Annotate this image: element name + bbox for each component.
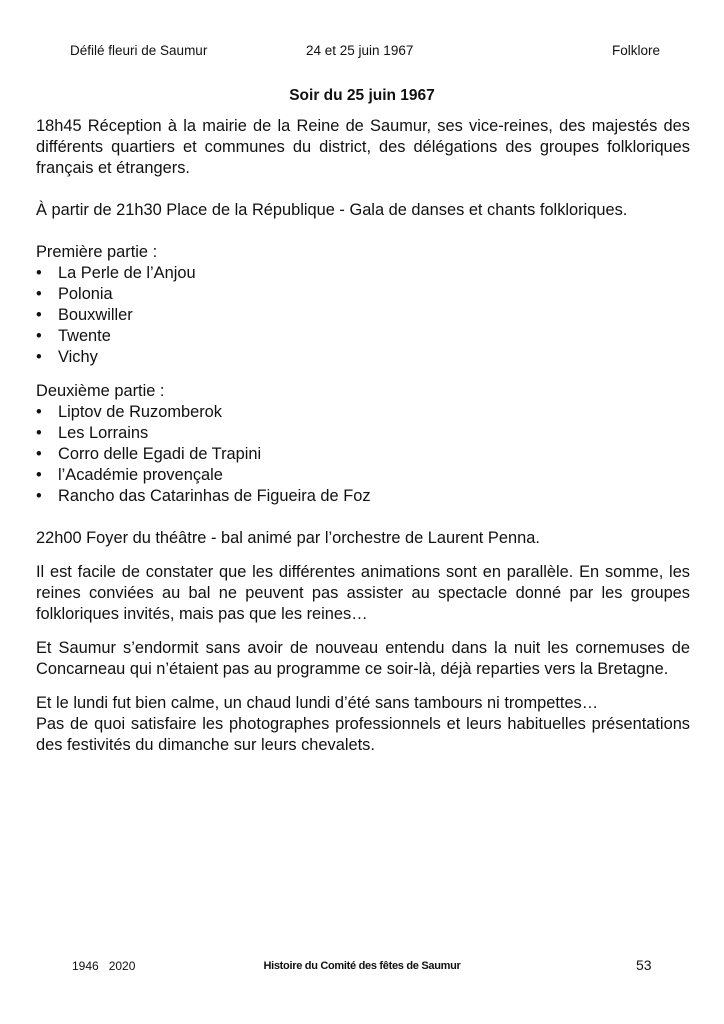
paragraph-endormit: Et Saumur s’endormit sans avoir de nouveau entendu dans la nuit les cornemuses de Concarneau qui n’étaient pas au programme ce soir-là, déjà reparties vers la Bretagne.	[36, 639, 690, 678]
list-item-label: Vichy	[58, 348, 98, 366]
bullet-icon: •	[36, 327, 42, 345]
part2-list	[36, 402, 690, 507]
paragraph-gala: À partir de 21h30 Place de la République - Gala de danses et chants folkloriques.	[36, 201, 628, 219]
bullet-icon: •	[36, 264, 42, 282]
list-item-label: La Perle de l’Anjou	[58, 264, 196, 282]
header-center: 24 et 25 juin 1967	[306, 43, 414, 58]
paragraph-reception: 18h45 Réception à la mairie de la Reine de Saumur, ses vice-reines, des majestés des différents quartiers et communes du district, des délégations des groupes folkloriques français et étrangers.	[36, 117, 690, 177]
list-item	[36, 326, 690, 347]
list-item-label: Bouxwiller	[58, 306, 133, 324]
paragraph-lundi-1: Et le lundi fut bien calme, un chaud lundi d’été sans tambours ni trompettes…	[36, 694, 599, 712]
list-item-label: Twente	[58, 327, 111, 345]
list-item	[36, 305, 690, 326]
list-item-label: Corro delle Egadi de Trapini	[58, 445, 262, 463]
list-item	[36, 465, 690, 486]
part2-label: Deuxième partie :	[36, 382, 165, 400]
list-item-label: Liptov de Ruzomberok	[58, 403, 222, 421]
footer-years: 1946 2020	[72, 959, 136, 973]
paragraph-lundi-2: Pas de quoi satisfaire les photographes professionnels et leurs habituelles présentations des festivités du dimanche sur leurs chevalets.	[36, 715, 690, 754]
list-item	[36, 347, 690, 368]
footer-title: Histoire du Comité des fêtes de Saumur	[263, 960, 461, 972]
list-item-label: Rancho das Catarinhas de Figueira de Foz	[58, 487, 371, 505]
list-item	[36, 423, 690, 444]
bullet-icon: •	[36, 285, 42, 303]
paragraph-constat: Il est facile de constater que les différentes animations sont en parallèle. En somme, les reines conviées au bal ne peuvent pas assister au spectacle donné par les groupes folkloriques invités, mais pas que les reines…	[36, 563, 690, 623]
main-content	[36, 116, 690, 756]
bullet-icon: •	[36, 348, 42, 366]
list-item	[36, 284, 690, 305]
list-item-label: Les Lorrains	[58, 424, 149, 442]
page-number: 53	[636, 957, 652, 973]
list-item	[36, 444, 690, 465]
bullet-icon: •	[36, 445, 42, 463]
list-item	[36, 402, 690, 423]
header-right: Folklore	[612, 43, 661, 58]
list-item-label: l’Académie provençale	[58, 466, 223, 484]
bullet-icon: •	[36, 466, 42, 484]
list-item	[36, 486, 690, 507]
page-title: Soir du 25 juin 1967	[289, 87, 435, 104]
list-item	[36, 263, 690, 284]
bullet-icon: •	[36, 403, 42, 421]
bullet-icon: •	[36, 424, 42, 442]
part1-list	[36, 263, 690, 368]
part1-label: Première partie :	[36, 243, 158, 261]
bullet-icon: •	[36, 306, 42, 324]
paragraph-bal: 22h00 Foyer du théâtre - bal animé par l’orchestre de Laurent Penna.	[36, 529, 540, 547]
bullet-icon: •	[36, 487, 42, 505]
header-left: Défilé fleuri de Saumur	[70, 43, 208, 58]
list-item-label: Polonia	[58, 285, 113, 303]
